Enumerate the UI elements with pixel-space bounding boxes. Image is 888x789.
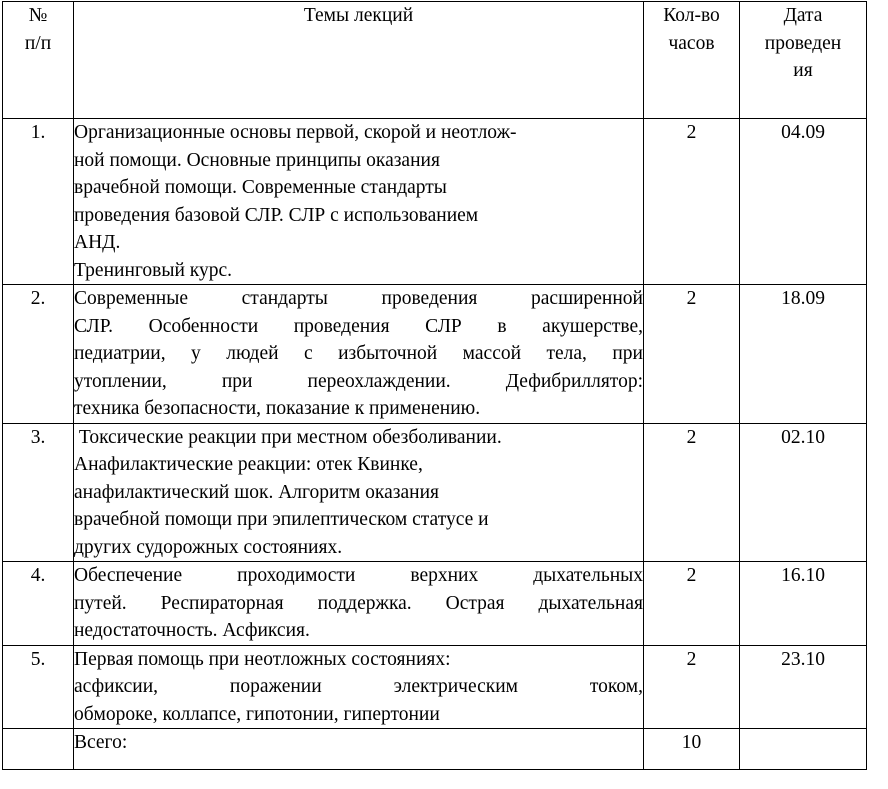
total-row	[3, 729, 867, 770]
row-hours: 2	[644, 423, 740, 562]
topic-line: врачебной помощи при эпилептическом статусе и	[74, 509, 489, 530]
topic-line: Организационные основы первой, скорой и неотлож-	[74, 122, 517, 143]
row-number: 2.	[3, 285, 74, 424]
header-row	[3, 2, 867, 119]
total-date	[740, 729, 867, 770]
header-hours	[644, 2, 740, 119]
row-date: 18.09	[740, 285, 867, 424]
topic-line: врачебной помощи. Современные стандарты	[74, 177, 447, 198]
header-number	[3, 2, 74, 119]
row-date: 02.10	[740, 423, 867, 562]
row-topic	[74, 285, 644, 424]
table-row	[3, 645, 867, 729]
topic-line: обмороке, коллапсе, гипотонии, гипертонии	[74, 703, 440, 725]
topic-line: анафилактический шок. Алгоритм оказания	[74, 481, 439, 503]
total-label: Всего:	[74, 729, 644, 770]
header-date-line-3: ия	[793, 60, 813, 81]
table-row	[3, 423, 867, 562]
header-hours-line-1: Кол-во	[663, 5, 720, 26]
total-hours: 10	[644, 729, 740, 770]
header-date-line-1: Дата	[783, 5, 823, 26]
table-row	[3, 562, 867, 646]
topic-line: Первая помощь при неотложных состояниях:	[74, 648, 451, 670]
topic-line: недостаточность. Асфиксия.	[74, 620, 310, 641]
topic-line: СЛР. Особенности проведения СЛР в акушерстве,	[74, 315, 643, 337]
topic-line: проведения базовой СЛР. СЛР с использованием	[74, 204, 479, 226]
topic-line: Анафилактические реакции: отек Квинке,	[74, 454, 423, 475]
topic-line: Токсические реакции при местном обезболивании.	[74, 426, 502, 448]
row-date: 16.10	[740, 562, 867, 646]
topic-line: путей. Респираторная поддержка. Острая дыхательная	[74, 592, 643, 614]
table-row	[3, 285, 867, 424]
row-number: 1.	[3, 119, 74, 285]
topic-line: педиатрии, у людей с избыточной массой тела, при	[74, 343, 643, 364]
header-number-line-2: п/п	[24, 32, 52, 54]
topic-line: ной помощи. Основные принципы оказания	[74, 149, 440, 171]
row-topic	[74, 119, 644, 285]
row-number: 4.	[3, 562, 74, 646]
header-number-line-1: №	[28, 5, 48, 26]
topic-line: Обеспечение проходимости верхних дыхательных	[74, 565, 643, 586]
row-hours: 2	[644, 645, 740, 729]
topic-line: АНД.	[74, 232, 121, 253]
topic-line: асфиксии, поражении электрическим током,	[74, 676, 643, 697]
topic-line: утоплении, при переохлаждении. Дефибриллятор:	[74, 370, 643, 392]
row-topic	[74, 423, 644, 562]
row-number: 3.	[3, 423, 74, 562]
topic-line: Современные стандарты проведения расширенной	[74, 288, 643, 309]
row-hours: 2	[644, 285, 740, 424]
row-number: 5.	[3, 645, 74, 729]
header-date-line-2: проведен	[764, 32, 842, 54]
topic-line: других судорожных состояниях.	[74, 536, 343, 558]
row-topic	[74, 562, 644, 646]
row-hours: 2	[644, 119, 740, 285]
header-date	[740, 2, 867, 119]
topic-line: Тренинговый курс.	[74, 259, 232, 281]
lecture-schedule-table	[2, 1, 867, 770]
row-topic	[74, 645, 644, 729]
table-row	[3, 119, 867, 285]
row-hours: 2	[644, 562, 740, 646]
row-date: 23.10	[740, 645, 867, 729]
row-date: 04.09	[740, 119, 867, 285]
header-topic: Темы лекций	[74, 2, 644, 119]
header-hours-line-2: часов	[668, 32, 715, 54]
topic-line: техника безопасности, показание к применению.	[74, 398, 481, 419]
total-number	[3, 729, 74, 770]
